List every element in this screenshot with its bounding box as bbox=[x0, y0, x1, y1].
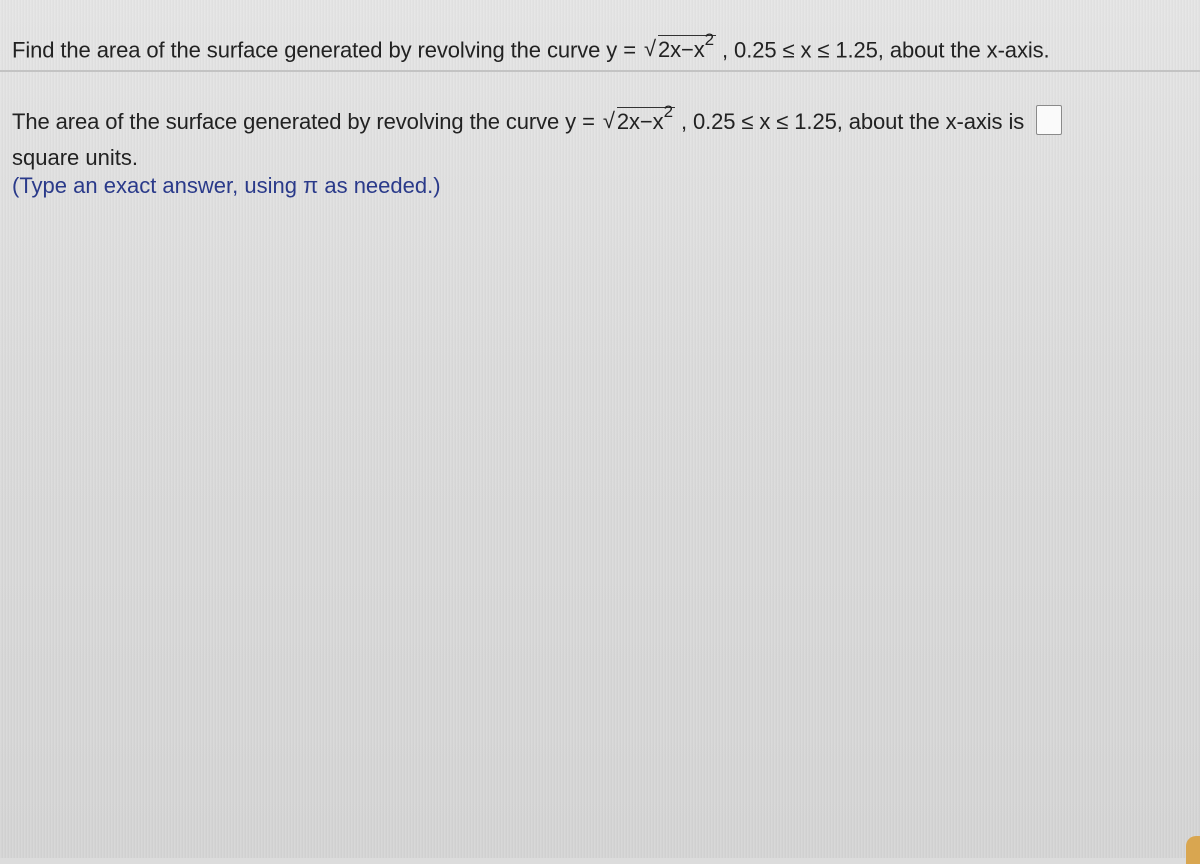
answer-radicand-exponent: 2 bbox=[663, 101, 673, 121]
answer-prefix: The area of the surface generated by revolving the curve y bbox=[12, 109, 577, 134]
answer-equals: = bbox=[582, 109, 595, 134]
answer-radicand-term-a: 2x bbox=[616, 109, 640, 134]
question-equals: = bbox=[623, 37, 636, 63]
answer-sqrt-expression bbox=[602, 101, 675, 135]
answer-text bbox=[12, 101, 1062, 135]
question-prefix: Find the area of the surface generated by revolving the curve y bbox=[12, 37, 618, 63]
answer-radical-icon: √ bbox=[602, 107, 615, 133]
question-bar bbox=[0, 0, 1200, 72]
radicand-term-a: 2x bbox=[657, 37, 681, 63]
answer-radicand bbox=[616, 101, 675, 134]
corner-decoration bbox=[1186, 836, 1200, 864]
units-text: square units. bbox=[12, 145, 138, 170]
radicand bbox=[657, 30, 716, 63]
question-suffix: , 0.25 ≤ x ≤ 1.25, about the x-axis. bbox=[722, 37, 1050, 63]
question-text bbox=[12, 30, 1050, 63]
answer-radicand-minus: − bbox=[639, 109, 653, 134]
radical-icon: √ bbox=[643, 36, 656, 61]
radicand-exponent: 2 bbox=[704, 30, 715, 49]
instruction-text: (Type an exact answer, using π as needed.) bbox=[12, 173, 441, 198]
answer-suffix: , 0.25 ≤ x ≤ 1.25, about the x-axis is bbox=[680, 109, 1025, 134]
sqrt-expression bbox=[643, 30, 716, 63]
radicand-term-b: x bbox=[693, 37, 705, 63]
radicand-minus: − bbox=[681, 37, 694, 63]
answer-radicand-term-b: x bbox=[652, 109, 664, 134]
answer-input-box[interactable] bbox=[1036, 105, 1062, 135]
